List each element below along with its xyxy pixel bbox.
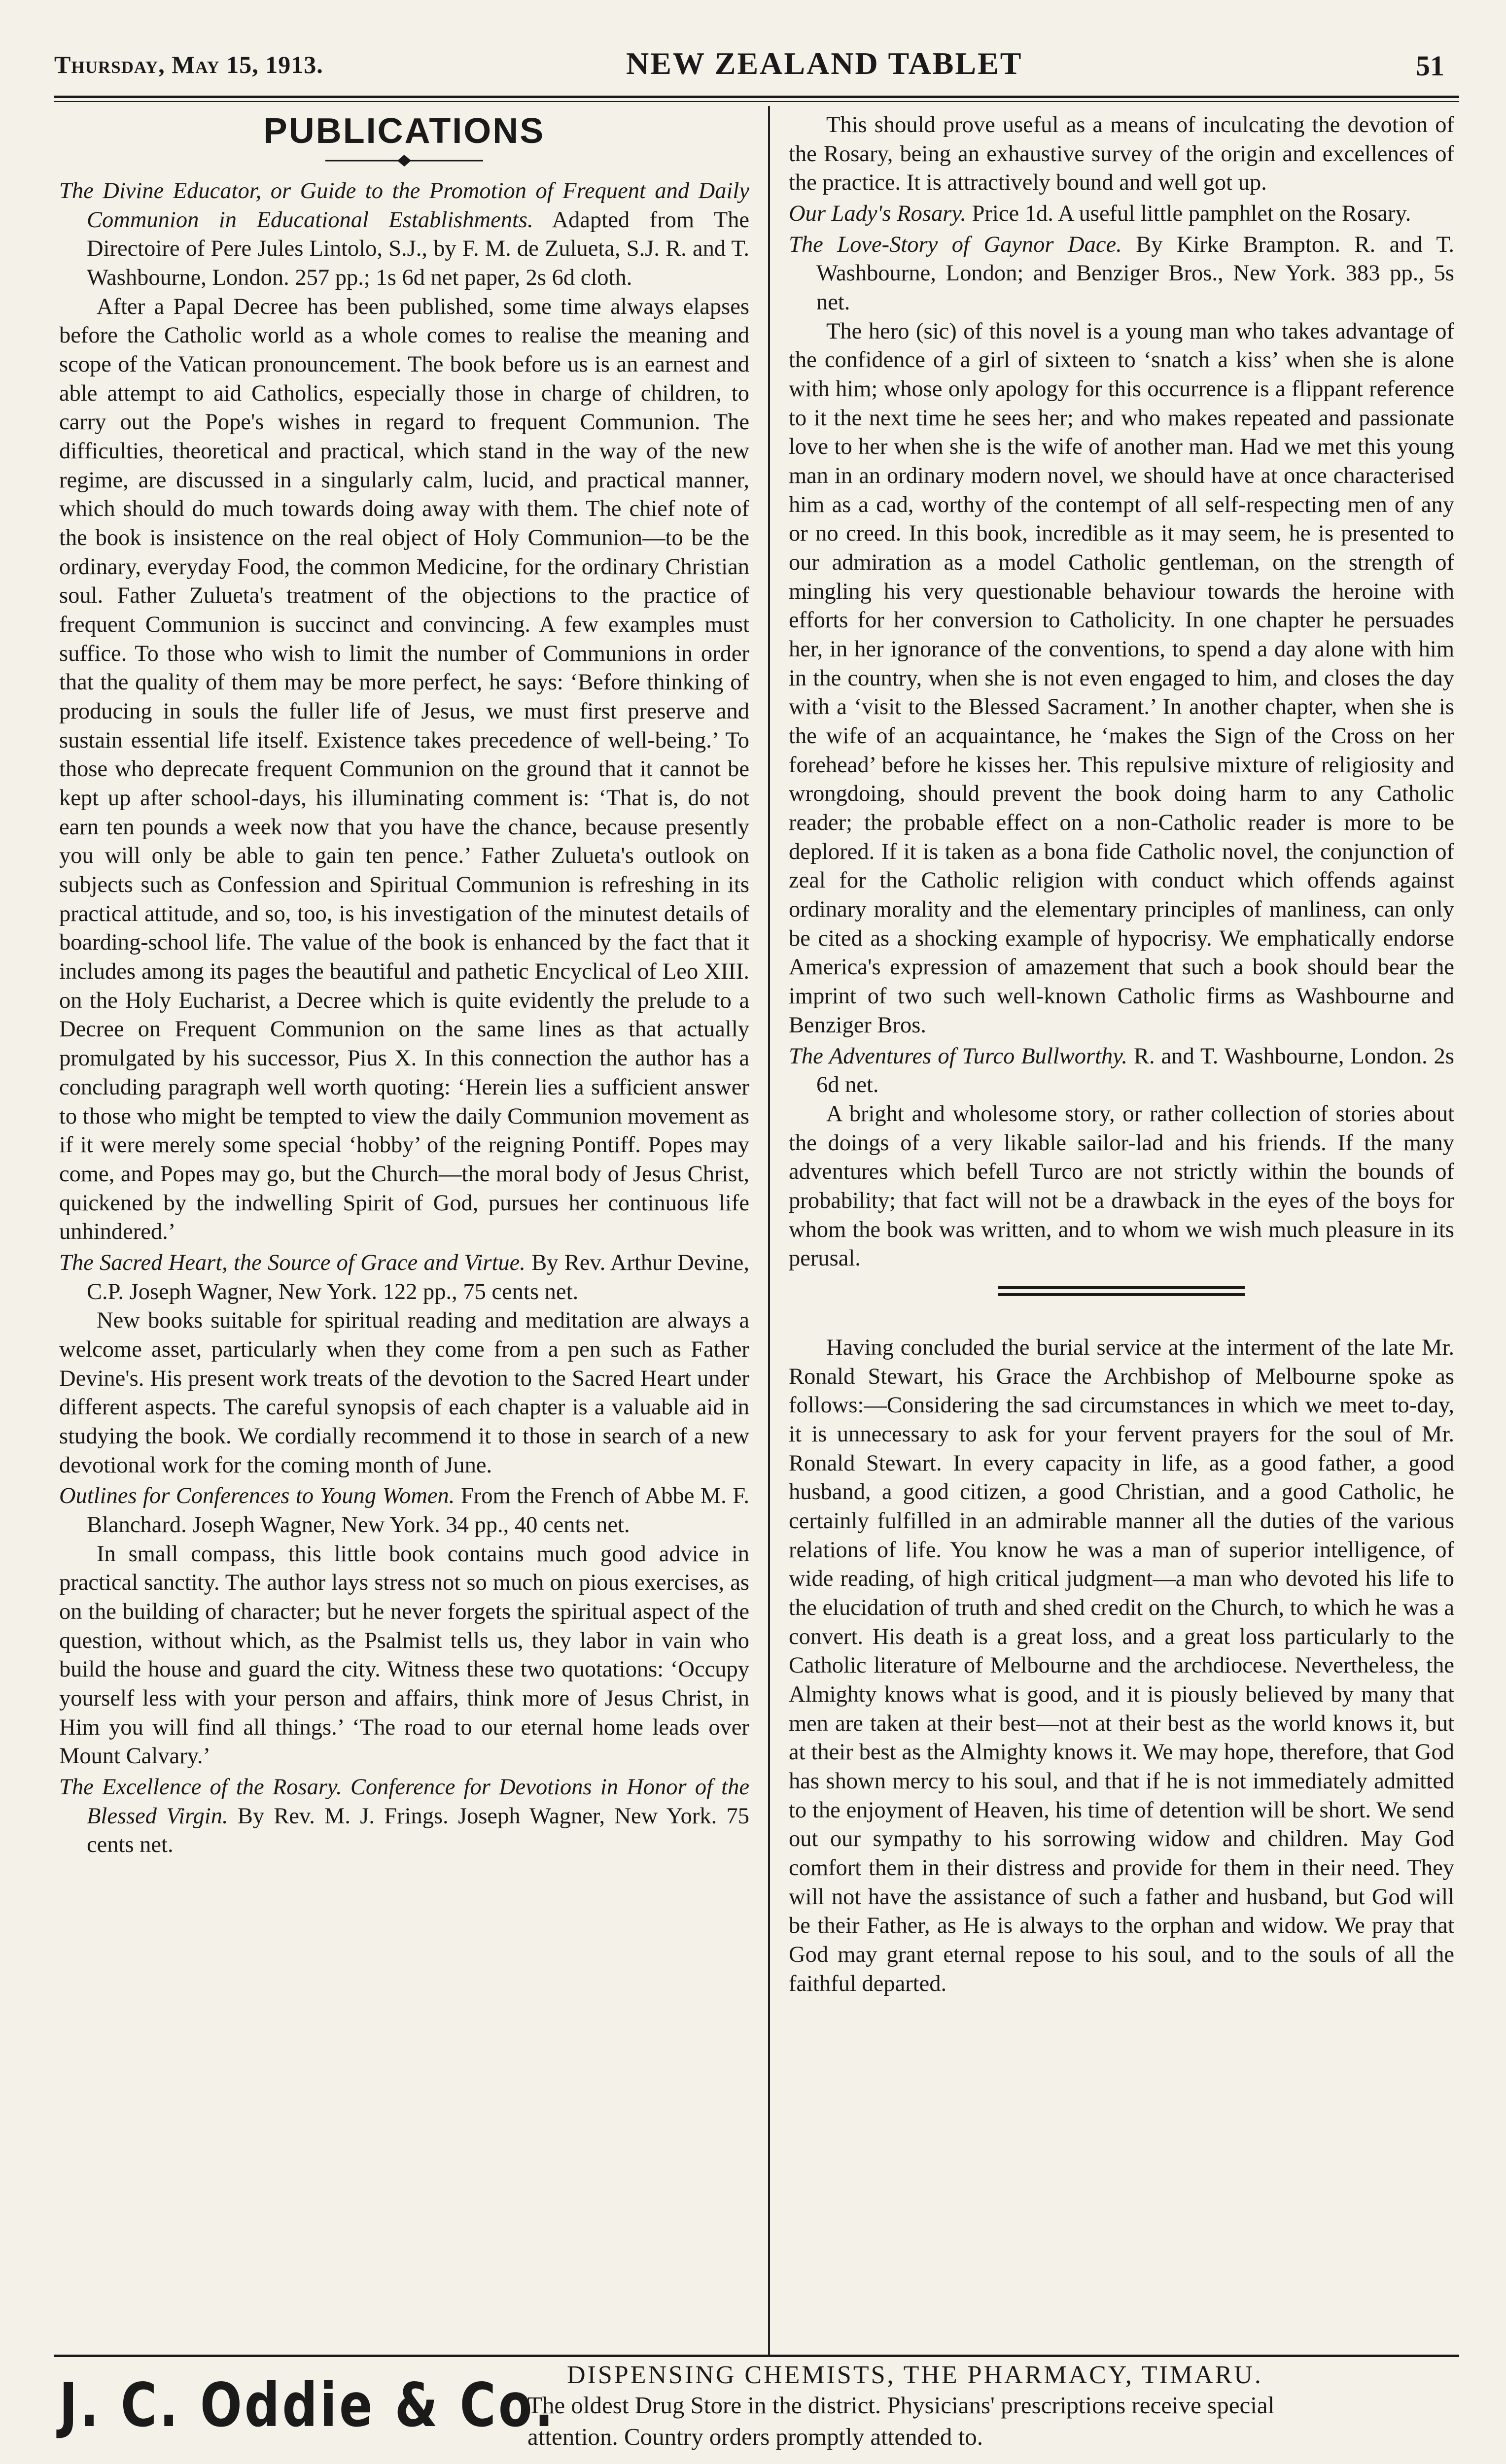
advertiser-name: J. C. Oddie & Co. (59, 2370, 556, 2440)
book-citation: R. and T. Washbourne, London. 2s 6d net. (816, 1043, 1455, 1098)
review-text: In small compass, this little book contains much good advice in practical sanctity. The author lays stress not so much on pious exercises, as on the building of character; but he never forgets the spiritual aspect of the question, without which, as the Psalmist tells us, they labor in vain who build the house and guard the city. Witness these two quotations: ‘Occupy yourself less with your person and affairs, think more of Jesus Christ, in Him you will find all things.’ ‘The road to our eternal home leads over Mount Calvary.’ (59, 1541, 749, 1769)
review-text: A bright and wholesome story, or rather collection of stories about the doings of a very likable sailor-lad and his friends. If the many adventures which befell Turco are not strictly within the bounds of probability; that fact will not be a drawback in the eyes of the boys for whom the book was written, and to whom we wish much pleasure in its perusal. (789, 1101, 1454, 1271)
book-title: The Excellence of the Rosary. Conference for Devotions in Honor of the Blessed Virgin. (59, 1774, 749, 1829)
book-citation: By Rev. M. J. Frings. Joseph Wagner, New York. 75 cents net. (87, 1803, 749, 1858)
review-entry-sacred-heart (59, 1249, 749, 1306)
book-citation: By Rev. Arthur Devine, C.P. Joseph Wagner, New York. 122 pp., 75 cents net. (87, 1250, 749, 1304)
review-text: After a Papal Decree has been published, some time always elapses before the Catholic world as a whole comes to realise the meaning and scope of the Vatican pronouncement. The book before us is an earnest and able attempt to aid Catholics, especially those in charge of children, to carry out the Pope's wishes in regard to frequent Communion. The difficulties, theoretical and practical, which stand in the way of the new regime, are discussed in a singularly calm, lucid, and practical manner, which should do much towards doing away with them. The chief note of the book is insistence on the real object of Holy Communion—to be the ordinary, everyday Food, the common Medicine, for the ordinary Christian soul. Father Zulueta's treatment of the objections to the practice of frequent Communion is succinct and convincing. A few examples must suffice. To those who wish to limit the number of Communions in order that the quality of them may be more perfect, he says: ‘Before thinking of producing in souls the fuller life of Jesus, we must first preserve and sustain essential life itself. Existence takes precedence of well-being.’ To those who deprecate frequent Communion on the ground that it cannot be kept up after school-days, his illuminating comment is: ‘That is, do not earn ten pounds a week now that you have the chance, because presently you will only be able to gain ten pence.’ Father Zulueta's outlook on subjects such as Confession and Spiritual Communion is refreshing in its practical attitude, and so, too, is his investigation of the minutest details of boarding-school life. The value of the book is enhanced by the fact that it includes among its pages the beautiful and pathetic Encyclical of Leo XIII. on the Holy Eucharist, a Decree which is quite evidently the prelude to a Decree on Frequent Communion on the same lines as that actually promulgated by his successor, Pius X. In this connection the author has a concluding paragraph well worth quoting: ‘Herein lies a sufficient answer to those who might be tempted to view the daily Communion movement as if it were merely some special ‘hobby’ of the reigning Pontiff. Popes may come, and Popes may go, but the Church—the moral body of Jesus Christ, quickened by the indwelling Spirit of God, pursues her continuous life unhindered.’ (59, 294, 749, 1245)
review-entry-outlines (59, 1482, 749, 1540)
book-title: Our Lady's Rosary. (789, 201, 967, 227)
book-citation: Adapted from The Directoire of Pere Jules Lintolo, S.J., by F. M. de Zulueta, S.J. R. and T. Washbourne, London. 257 pp.; 1s 6d net paper, 2s 6d cloth. (87, 207, 749, 291)
ad-text: The oldest Drug Store in the district. Physicians' prescriptions receive special (527, 2392, 1275, 2419)
book-title: The Love-Story of Gaynor Dace. (789, 232, 1122, 257)
header-rule-thin (54, 101, 1459, 102)
review-entry-love-story (789, 231, 1454, 317)
header-rule (54, 96, 1459, 98)
column-divider (768, 106, 770, 2356)
issue-date: Thursday, May 15, 1913. (54, 51, 323, 78)
review-text: The hero (sic) of this novel is a young man who takes advantage of the confidence of a girl of sixteen to ‘snatch a kiss’ when she is alone with him; whose only apology for this occurrence is a flippant reference to it the next time he sees her; and who makes repeated and passionate love to her when she is the wife of another man. Had we met this young man in an ordinary modern novel, we should have at once characterised him as a cad, worthy of the contempt of all self-respecting men of any or no creed. In this book, incredible as it may seem, he is presented to our admiration as a model Catholic gentleman, on the strength of mingling his very questionable behaviour towards the heroine with efforts for her conversion to Catholicity. In one chapter he persuades her, in her ignorance of the conventions, to spend a day alone with him in the country, when she is not even engaged to him, and closes the day with a ‘visit to the Blessed Sacrament.’ In another chapter, when she is the wife of an acquaintance, he ‘makes the Sign of the Cross on her forehead’ before he kisses her. This repulsive mixture of religiosity and wrongdoing, should prevent the book doing harm to any Catholic reader; the probable effect on a non-Catholic reader is more to be deplored. If it is taken as a bona fide Catholic novel, the conjunction of zeal for the Catholic religion with conduct which offends against ordinary morality and the elementary principles of manliness, can only be cited as a shocking example of hypocrisy. We emphatically endorse America's expression of amazement that such a book should bear the imprint of two such well-known Catholic firms as Washbourne and Benziger Bros. (789, 318, 1454, 1038)
burial-address: Having concluded the burial service at the interment of the late Mr. Ronald Stewart, his Grace the Archbishop of Melbourne spoke as follows:—Considering the sad circumstances in which we meet to-day, it is unnecessary to ask for your fervent prayers for the soul of Mr. Ronald Stewart. In every capacity in life, as a good father, a good husband, a good citizen, a good Christian, and a good Catholic, he certainly fulfilled in an admirable manner all the duties of the various relations of life. You know he was a man of superior intelligence, of wide reading, of high critical judgment—a man who devoted his life to the elucidation of truth and shed credit on the Church, to which he was a convert. His death is a great loss, and a great loss particularly to the Catholic literature of Melbourne and the archdiocese. Nevertheless, the Almighty knows what is good, and it is piously believed by many that men are taken at their best—not at their best as the world knows it, but at their best as the Almighty knows it. We may hope, therefore, that God has shown mercy to his soul, and that if he is not immediately admitted to the enjoyment of Heaven, his time of detention will be short. We send out our sympathy to his sorrowing widow and children. May God comfort them in their distress and provide for them in their need. They will not have the assistance of such a father and husband, but God will be their Father, as He is always to the orphan and widow. We pray that God may grant eternal repose to his soul, and to the souls of all the faithful departed. (789, 1335, 1454, 1996)
heading-ornament (315, 153, 493, 168)
ad-heading: DISPENSING CHEMISTS, THE PHARMACY, TIMARU. (567, 2361, 1263, 2389)
running-head (54, 45, 1459, 95)
review-text: This should prove useful as a means of inculcating the devotion of the Rosary, being an exhaustive survey of the origin and excellences of the practice. It is attractively bound and well got up. (789, 112, 1454, 196)
page-number: 51 (1416, 50, 1444, 82)
ad-top-rule (54, 2355, 1459, 2357)
book-citation: By Kirke Brampton. R. and T. Washbourne, London; and Benziger Bros., New York. 383 pp., 5s net. (816, 232, 1455, 315)
book-title: Outlines for Conferences to Young Women. (59, 1483, 455, 1509)
section-divider (998, 1284, 1245, 1299)
review-entry-our-lady (789, 200, 1454, 229)
section-heading: PUBLICATIONS (263, 111, 545, 151)
book-title: The Divine Educator, or Guide to the Promotion of Frequent and Daily Communion in Educational Establishments. (59, 178, 749, 233)
review-entry-divine-educator (59, 177, 749, 293)
book-citation: From the French of Abbe M. F. Blanchard. Joseph Wagner, New York. 34 pp., 40 cents net. (87, 1483, 749, 1538)
right-column (789, 111, 1454, 1998)
book-title: The Adventures of Turco Bullworthy. (789, 1043, 1127, 1069)
review-text: New books suitable for spiritual reading and meditation are always a welcome asset, particularly when they come from a pen such as Father Devine's. His present work treats of the devotion to the Sacred Heart under different aspects. The careful synopsis of each chapter is a valuable aid in studying the book. We cordially recommend it to those in search of a new devotional work for the coming month of June. (59, 1308, 749, 1478)
ad-text: attention. Country orders promptly attended to. (527, 2423, 983, 2450)
advertisement (54, 2361, 1459, 2464)
book-citation: Price 1d. A useful little pamphlet on the Rosary. (972, 201, 1411, 227)
left-column (59, 111, 749, 1860)
masthead-title: NEW ZEALAND TABLET (626, 46, 1023, 81)
review-entry-rosary (59, 1773, 749, 1860)
review-entry-turco (789, 1042, 1454, 1100)
book-title: The Sacred Heart, the Source of Grace and Virtue. (59, 1250, 525, 1275)
